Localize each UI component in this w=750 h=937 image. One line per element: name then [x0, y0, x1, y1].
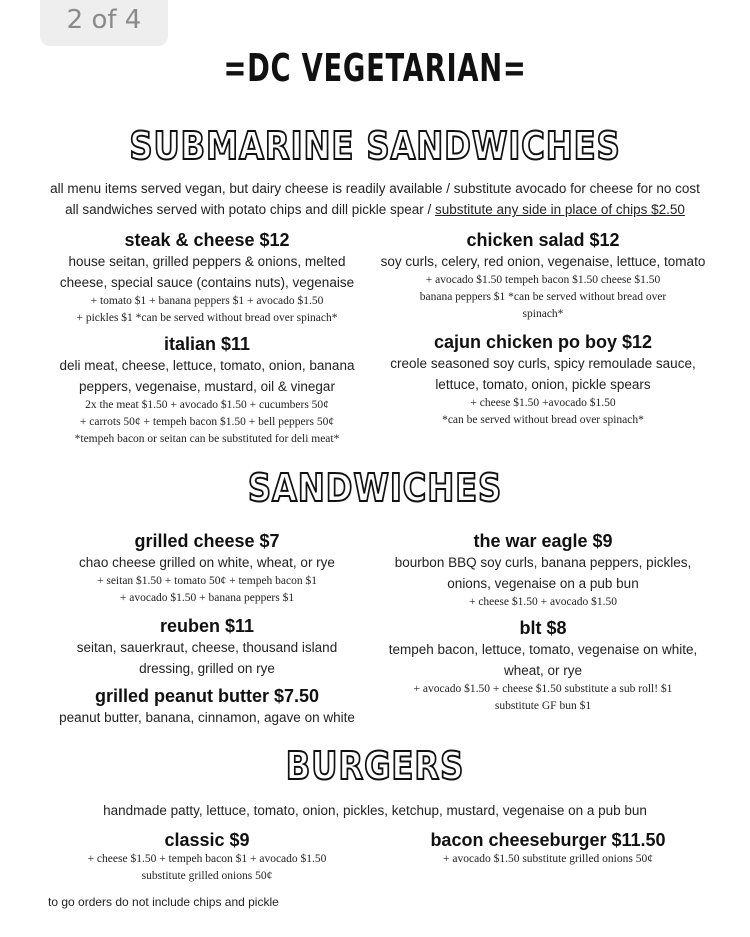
item-extra: + cheese $1.50 + tempeh bacon $1 + avocado $1.50	[87, 853, 327, 865]
menu-item-cajun-po-boy	[378, 331, 708, 429]
menu-item-chicken-salad	[378, 229, 708, 323]
item-desc: lettuce, tomato, onion, pickle spears	[435, 377, 651, 392]
item-desc: seitan, sauerkraut, cheese, thousand island	[76, 640, 338, 655]
item-desc: dressing, grilled on rye	[139, 661, 275, 676]
section-heading-submarine: SUBMARINE SANDWICHES	[129, 124, 621, 168]
item-desc: bourbon BBQ soy curls, banana peppers, pickles,	[394, 555, 692, 570]
item-desc: chao cheese grilled on white, wheat, or rye	[79, 555, 335, 570]
item-desc: house seitan, grilled peppers & onions, melted	[68, 254, 346, 269]
item-extra: + avocado $1.50 + cheese $1.50 substitute a sub roll! $1	[413, 683, 673, 695]
item-extra: + carrots 50¢ + tempeh bacon $1.50 + bell peppers 50¢	[79, 416, 335, 428]
item-extra: + cheese $1.50 +avocado $1.50	[470, 397, 616, 409]
item-extra: + avocado $1.50 substitute grilled onions 50¢	[443, 853, 653, 865]
section-heading-burgers: BURGERS	[285, 744, 465, 788]
item-extra: + cheese $1.50 + avocado $1.50	[468, 596, 618, 608]
item-extra: substitute GF bun $1	[494, 700, 592, 712]
section-heading-sandwiches: SANDWICHES	[247, 466, 503, 510]
item-title: reuben $11	[159, 616, 255, 636]
item-extra: substitute grilled onions 50¢	[141, 870, 273, 882]
menu-note-line2-underlined: substitute any side in place of chips $2.50	[435, 202, 685, 217]
item-title: italian $11	[163, 334, 251, 354]
item-title: blt $8	[519, 618, 567, 638]
item-extra: *tempeh bacon or seitan can be substituted for deli meat*	[74, 433, 340, 445]
menu-item-classic-burger	[42, 829, 372, 885]
menu-item-bacon-cheeseburger	[378, 829, 718, 868]
menu-item-grilled-peanut-butter	[32, 685, 382, 728]
menu-item-blt	[378, 617, 708, 715]
item-extra: + avocado $1.50 + banana peppers $1	[119, 592, 295, 604]
footer-note: to go orders do not include chips and pickle	[48, 895, 279, 909]
menu-note-line2-prefix: all sandwiches served with potato chips and dill pickle spear /	[65, 202, 436, 217]
restaurant-title: =DC VEGETARIAN=	[223, 46, 527, 90]
item-title: steak & cheese $12	[124, 230, 290, 250]
item-extra: + avocado $1.50 tempeh bacon $1.50 cheese $1.50	[425, 274, 661, 286]
item-title: chicken salad $12	[466, 230, 620, 250]
item-desc: peppers, vegenaise, mustard, oil & vinegar	[79, 379, 335, 394]
menu-item-reuben	[42, 615, 372, 679]
menu-item-steak-cheese	[42, 229, 372, 327]
item-title: grilled cheese $7	[134, 531, 280, 551]
menu-item-grilled-cheese	[42, 530, 372, 607]
item-desc: cheese, special sauce (contains nuts), vegenaise	[59, 275, 355, 290]
item-title: classic $9	[164, 830, 250, 850]
item-desc: creole seasoned soy curls, spicy remoulade sauce,	[390, 356, 696, 371]
item-extra: 2x the meat $1.50 + avocado $1.50 + cucumbers 50¢	[85, 399, 329, 411]
burgers-note: handmade patty, lettuce, tomato, onion, pickles, ketchup, mustard, vegenaise on a pub bun	[103, 803, 647, 818]
menu-item-italian	[42, 333, 372, 448]
item-title: grilled peanut butter $7.50	[94, 686, 320, 706]
item-desc: deli meat, cheese, lettuce, tomato, onion, banana	[59, 358, 355, 373]
item-extra: + pickles $1 *can be served without bread over spinach*	[76, 312, 338, 324]
item-desc: tempeh bacon, lettuce, tomato, vegenaise on white,	[388, 642, 698, 657]
menu-note-line2	[0, 202, 750, 217]
item-extra: spinach*	[522, 308, 564, 320]
item-title: bacon cheeseburger $11.50	[430, 830, 666, 850]
item-desc: onions, vegenaise on a pub bun	[447, 576, 639, 591]
item-title: the war eagle $9	[473, 531, 613, 551]
item-title: cajun chicken po boy $12	[433, 332, 653, 352]
item-desc: wheat, or rye	[503, 663, 583, 678]
item-desc: soy curls, celery, red onion, vegenaise, lettuce, tomato	[380, 254, 706, 269]
item-extra: *can be served without bread over spinach*	[442, 414, 644, 426]
item-extra: + tomato $1 + banana peppers $1 + avocado $1.50	[90, 295, 324, 307]
item-extra: banana peppers $1 *can be served without bread over	[419, 291, 667, 303]
menu-note-line1: all menu items served vegan, but dairy cheese is readily available / substitute avocado for cheese for no cost	[50, 181, 700, 196]
item-desc: peanut butter, banana, cinnamon, agave on white	[59, 710, 355, 725]
item-extra: + seitan $1.50 + tomato 50¢ + tempeh bacon $1	[96, 575, 318, 587]
menu-item-war-eagle	[378, 530, 708, 611]
page-counter: 2 of 4	[40, 0, 168, 46]
